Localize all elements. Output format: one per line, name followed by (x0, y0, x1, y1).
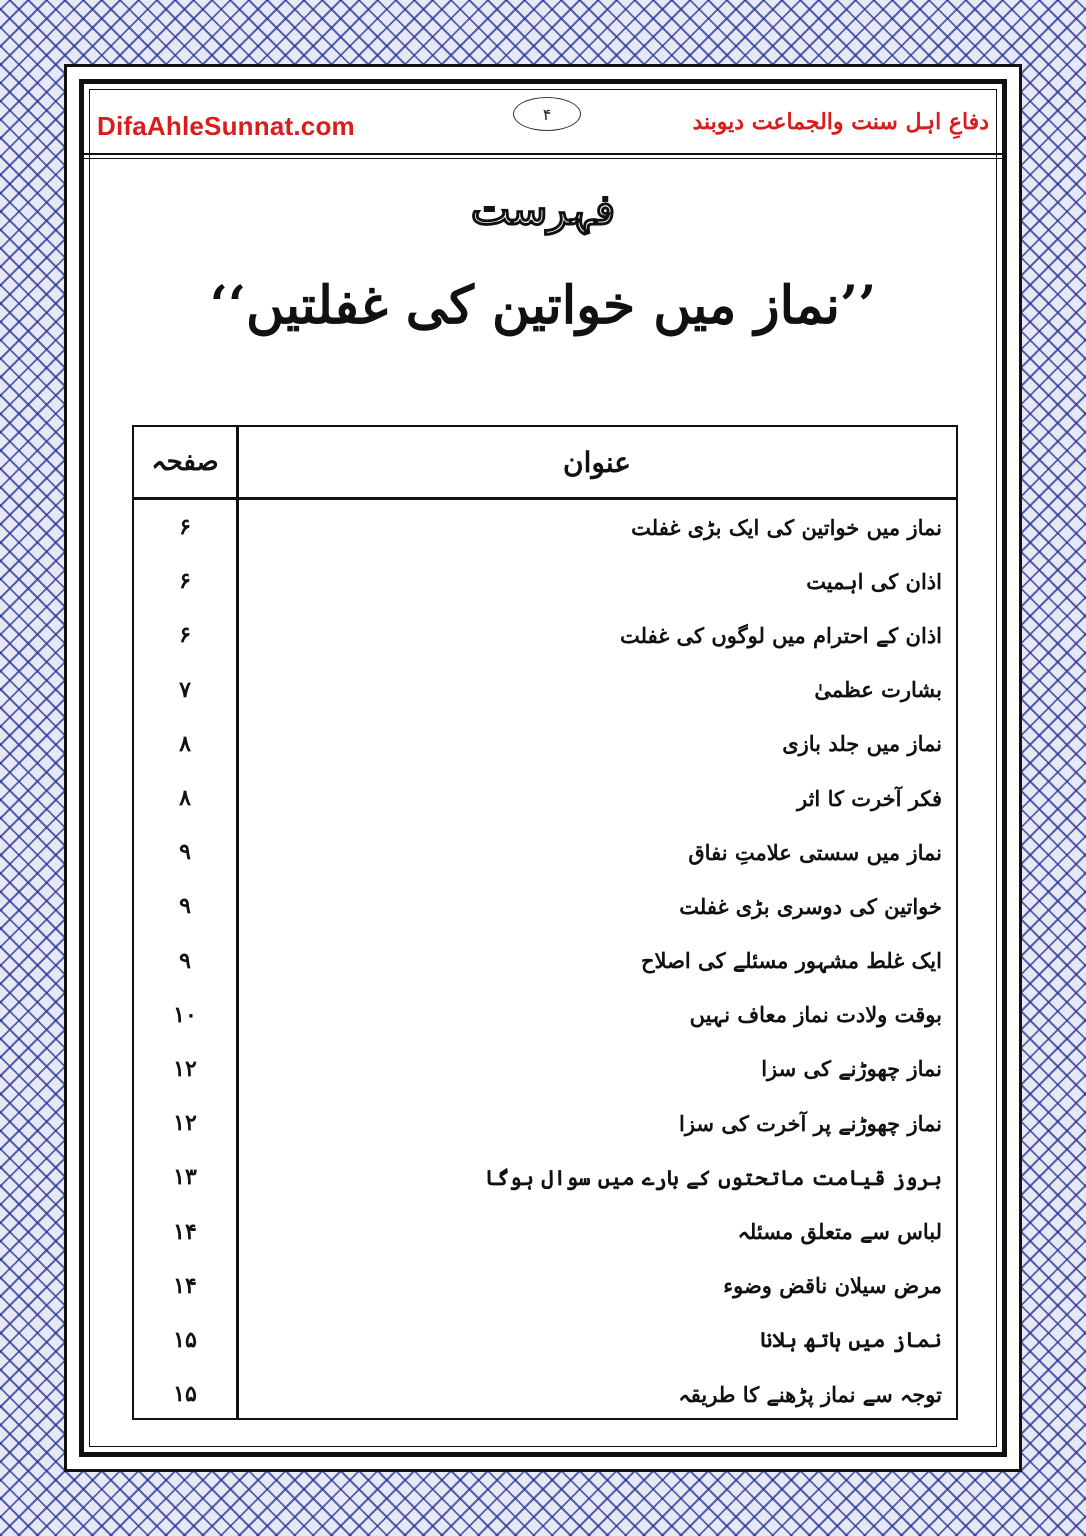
toc-page-number: ۶ (179, 514, 191, 541)
toc-page-number: ۹ (179, 893, 191, 920)
toc-topic: نماز چھوڑنے پر آخرت کی سزا (678, 1110, 942, 1136)
toc-row[interactable] (134, 1042, 956, 1096)
toc-row[interactable] (134, 879, 956, 933)
book-title: ’’نماز میں خواتین کی غفلتیں‘‘ (209, 275, 877, 336)
toc-topic: لباس سے متعلق مسئلہ (737, 1219, 942, 1245)
toc-page-number: ۶ (179, 622, 191, 649)
toc-page-number: ۱۴ (173, 1272, 197, 1299)
toc-row[interactable] (134, 717, 956, 771)
toc-topic: اذان کے احترام میں لوگوں کی غفلت (620, 622, 942, 648)
toc-topic: نماز میں خواتین کی ایک بڑی غفلت (631, 514, 942, 540)
toc-page-number: ۱۲ (173, 1055, 197, 1082)
toc-page-number: ۹ (179, 839, 191, 866)
header-divider-thin (79, 158, 1007, 159)
toc-row[interactable] (134, 554, 956, 608)
toc-page-number: ۷ (179, 676, 191, 703)
toc-row[interactable] (134, 663, 956, 717)
toc-row[interactable] (134, 1259, 956, 1313)
toc-page-number: ۸ (179, 730, 191, 757)
toc-row[interactable] (134, 1367, 956, 1421)
column-header-page: صفحہ (151, 447, 219, 477)
toc-topic: بوقت ولادت نماز معاف نہیں (689, 1002, 942, 1028)
toc-page-number: ۱۴ (173, 1218, 197, 1245)
toc-page-number: ۱۵ (173, 1326, 197, 1353)
toc-page-number: ۶ (179, 568, 191, 595)
toc-row[interactable] (134, 1096, 956, 1150)
toc-topic: بروز قیامت ماتحتوں کے بارے میں سوال ہوگا (484, 1164, 942, 1190)
toc-row[interactable] (134, 988, 956, 1042)
column-header-topic: عنوان (563, 445, 631, 479)
toc-page-number: ۹ (179, 947, 191, 974)
toc-topic: ایک غلط مشہور مسئلے کی اصلاح (640, 948, 942, 974)
toc-topic: نماز میں سستی علامتِ نفاق (688, 839, 942, 865)
toc-header-row (134, 427, 956, 500)
header-divider (79, 153, 1007, 155)
toc-topic: نماز میں ہاتھ ہلانا (760, 1327, 942, 1353)
toc-rows (134, 500, 956, 1421)
contents-heading: فہرست (470, 185, 616, 234)
toc-page-number: ۱۳ (173, 1164, 197, 1191)
table-of-contents (132, 425, 958, 1420)
document-page (64, 64, 1022, 1472)
toc-topic: فکر آخرت کا اثر (797, 785, 942, 811)
toc-topic: بشارت عظمیٰ (814, 677, 942, 703)
toc-row[interactable] (134, 1313, 956, 1367)
page-number-badge: ۴ (513, 97, 581, 131)
site-name: دفاعِ اہل سنت والجماعت دیوبند (692, 109, 989, 135)
website-link[interactable]: DifaAhleSunnat.com (97, 111, 355, 141)
toc-topic: نماز چھوڑنے کی سزا (761, 1056, 942, 1082)
toc-page-number: ۱۰ (173, 1001, 197, 1028)
toc-row[interactable] (134, 771, 956, 825)
toc-page-number: ۱۵ (173, 1381, 197, 1408)
toc-row[interactable] (134, 1150, 956, 1204)
toc-topic: مرض سیلان ناقض وضوء (723, 1273, 942, 1299)
toc-topic: خواتین کی دوسری بڑی غفلت (679, 893, 942, 919)
toc-row[interactable] (134, 500, 956, 554)
toc-row[interactable] (134, 608, 956, 662)
toc-row[interactable] (134, 825, 956, 879)
toc-topic: اذان کی اہمیت (806, 568, 942, 594)
toc-row[interactable] (134, 934, 956, 988)
toc-page-number: ۸ (179, 785, 191, 812)
toc-page-number: ۱۲ (173, 1110, 197, 1137)
toc-topic: نماز میں جلد بازی (782, 731, 942, 757)
toc-topic: توجہ سے نماز پڑھنے کا طریقہ (678, 1381, 942, 1407)
toc-row[interactable] (134, 1204, 956, 1258)
